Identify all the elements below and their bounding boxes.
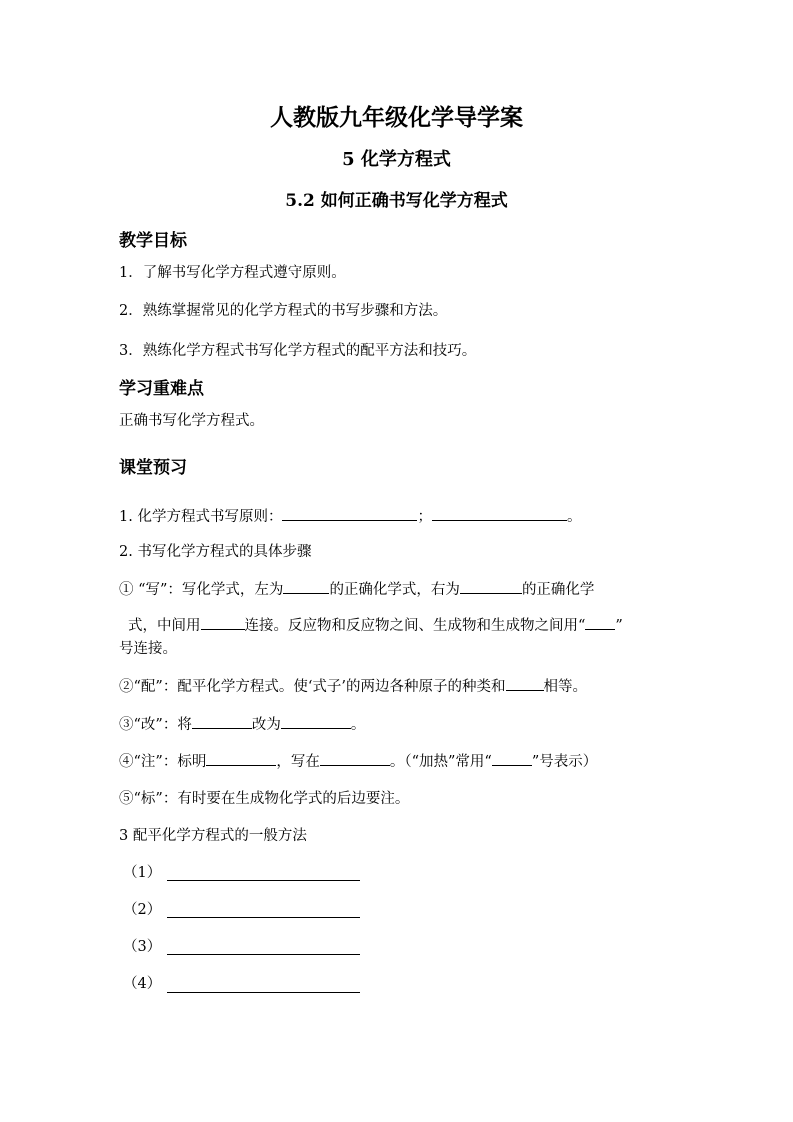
step-4-text: ④“注”：标明 — [119, 754, 207, 770]
step-5: ⑤“标”：有时要在生成物化学式的后边要注。 — [119, 791, 410, 807]
step-1-line-2 — [128, 615, 623, 636]
answer-blank[interactable] — [281, 714, 351, 729]
step-3-text: ③“改”：将 — [119, 717, 192, 733]
step-2-text: ②“配”：配平化学方程式。使‘式子’的两边各种原子的种类和 — [119, 679, 506, 695]
step-1-text: ① “写”：写化学式，左为 — [119, 582, 284, 598]
step-1-text: 的正确化学式，右为 — [329, 582, 460, 598]
answer-blank[interactable] — [206, 751, 276, 766]
step-4-text: ，写在 — [276, 754, 320, 770]
step-4-text: ”号表示） — [531, 754, 598, 770]
chapter-title: 5 化学方程式 — [342, 149, 451, 170]
method-number: （4） — [123, 976, 162, 992]
answer-blank[interactable] — [192, 714, 252, 729]
answer-blank[interactable] — [492, 751, 532, 766]
step-3 — [119, 714, 365, 735]
question-3-title: 3 配平化学方程式的一般方法 — [119, 828, 307, 844]
step-1-text: ” — [615, 618, 623, 634]
goal-item: 1．了解书写化学方程式遵守原则。 — [119, 265, 346, 281]
step-3-text: 改为 — [251, 717, 281, 733]
method-blank[interactable] — [167, 954, 360, 955]
key-points-text: 正确书写化学方程式。 — [119, 413, 264, 429]
step-3-text: 。 — [350, 717, 366, 733]
answer-blank[interactable] — [201, 615, 245, 630]
goals-heading: 教学目标 — [119, 231, 187, 251]
method-blank[interactable] — [167, 917, 360, 918]
answer-blank[interactable] — [506, 676, 544, 691]
step-1-text: 连接。反应物和反应物之间、生成物和生成物之间用“ — [244, 618, 586, 634]
answer-blank[interactable] — [283, 579, 329, 594]
period: 。 — [566, 509, 582, 525]
preview-heading: 课堂预习 — [119, 458, 187, 478]
answer-blank[interactable] — [585, 615, 615, 630]
method-blank[interactable] — [167, 992, 360, 993]
step-4 — [119, 751, 597, 772]
goal-item: 3．熟练化学方程式书写化学方程式的配平方法和技巧。 — [119, 343, 477, 359]
goal-item: 2．熟练掌握常见的化学方程式的书写步骤和方法。 — [119, 303, 448, 319]
lesson-title: 5.2 如何正确书写化学方程式 — [285, 191, 508, 211]
key-points-heading: 学习重难点 — [119, 379, 204, 399]
step-1-text: 的正确化学 — [521, 582, 595, 598]
step-2 — [119, 676, 587, 697]
step-1-line-1 — [119, 579, 594, 600]
step-4-text: 。（“加热”常用“ — [389, 754, 492, 770]
step-1-text: 式，中间用 — [128, 618, 201, 634]
document-title: 人教版九年级化学导学案 — [270, 104, 523, 131]
method-blank[interactable] — [167, 880, 360, 881]
answer-blank[interactable] — [460, 579, 522, 594]
answer-blank[interactable] — [320, 751, 390, 766]
question-1 — [119, 506, 581, 527]
step-2-text: 相等。 — [543, 679, 588, 695]
answer-blank[interactable] — [282, 506, 417, 521]
separator: ； — [417, 509, 432, 525]
question-1-prefix: 1. 化学方程式书写原则： — [119, 509, 283, 525]
method-number: （2） — [123, 902, 162, 918]
question-2-title: 2. 书写化学方程式的具体步骤 — [119, 544, 312, 560]
method-number: （1） — [123, 865, 162, 881]
answer-blank[interactable] — [432, 506, 567, 521]
method-number: （3） — [123, 939, 162, 955]
step-1-line-3: 号连接。 — [119, 641, 177, 657]
